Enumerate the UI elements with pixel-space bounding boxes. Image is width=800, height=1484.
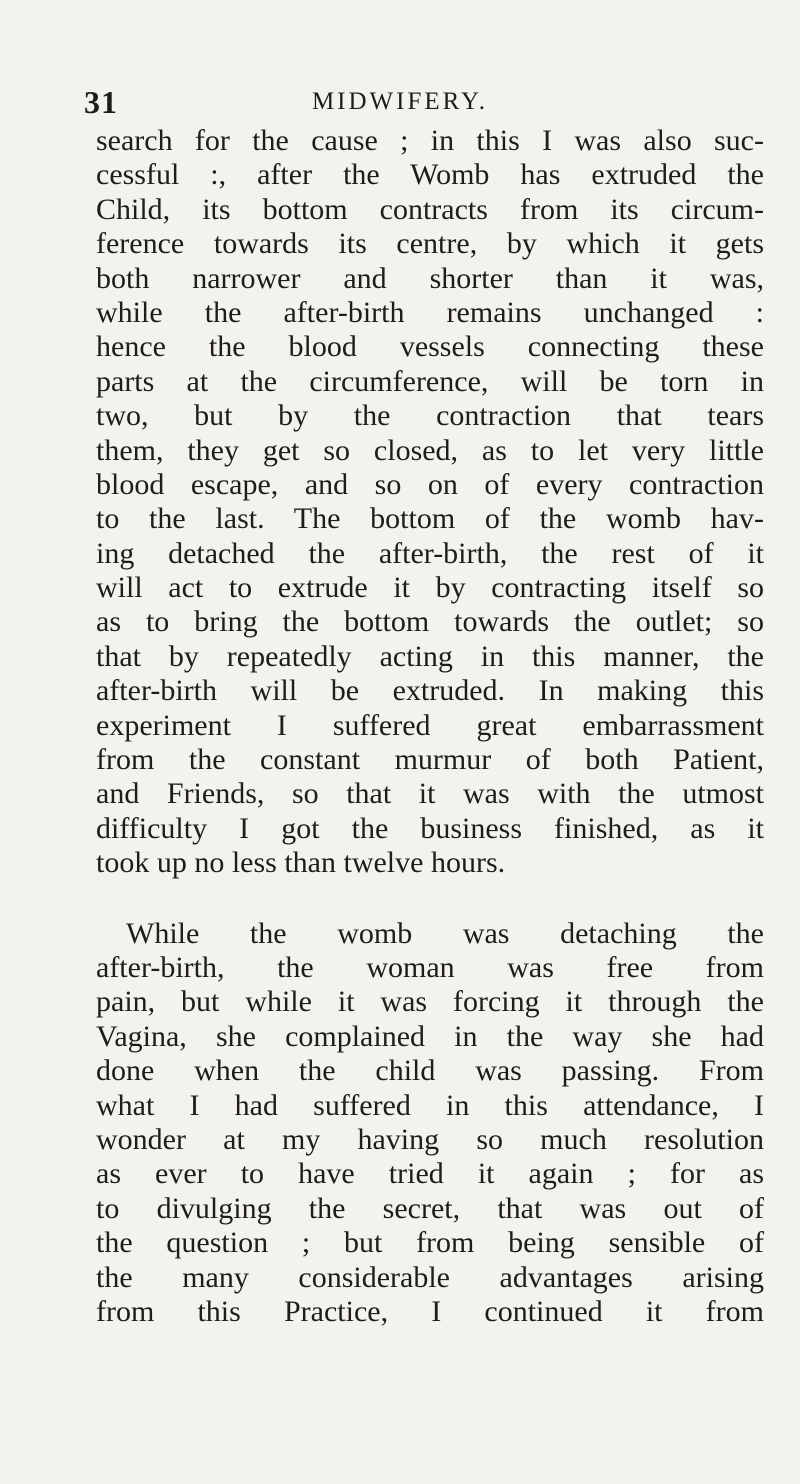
text-line: while the after-birth remains unchanged : (96, 295, 764, 329)
text-line: after-birth, the woman was free from (96, 950, 764, 984)
text-line: done when the child was passing. From (96, 1054, 764, 1088)
text-line: to divulging the secret, that was out of (96, 1191, 764, 1225)
text-line: wonder at my having so much resolution (96, 1122, 764, 1156)
text-line: blood escape, and so on of every contraction (96, 467, 764, 501)
text-line: Child, its bottom contracts from its circum- (96, 192, 764, 226)
text-line: from the constant murmur of both Patient, (96, 743, 764, 777)
running-head: MIDWIFERY. (311, 88, 489, 115)
text-line: ference towards its centre, by which it gets (96, 227, 764, 261)
text-line: as ever to have tried it again ; for as (96, 1157, 764, 1191)
body-text (96, 124, 764, 1329)
page-number: 31 (84, 84, 118, 120)
text-line: ing detached the after-birth, the rest of it (96, 536, 764, 570)
text-line: search for the cause ; in this I was also suc- (96, 124, 764, 157)
paragraph-1 (96, 124, 764, 881)
text-line: them, they get so closed, as to let very little (96, 433, 764, 467)
text-line: will act to extrude it by contracting itself so (96, 571, 764, 605)
text-line: to the last. The bottom of the womb hav- (96, 502, 764, 536)
text-line: as to bring the bottom towards the outlet; so (96, 605, 764, 639)
text-line: experiment I suffered great embarrassment (96, 708, 764, 742)
text-line: from this Practice, I continued it from (96, 1294, 764, 1328)
text-line: pain, but while it was forcing it through the (96, 985, 764, 1019)
paragraph-2 (96, 917, 764, 1330)
text-line: after-birth will be extruded. In making this (96, 674, 764, 708)
text-line: parts at the circumference, will be torn in (96, 364, 764, 398)
text-line: two, but by the contraction that tears (96, 399, 764, 433)
text-line: and Friends, so that it was with the utmost (96, 777, 764, 811)
text-line: cessful :, after the Womb has extruded the (96, 158, 764, 192)
text-line: took up no less than twelve hours. (96, 846, 506, 880)
text-line: the question ; but from being sensible of (96, 1226, 764, 1260)
text-line: While the womb was detaching the (126, 916, 764, 950)
text-line: hence the blood vessels connecting these (96, 330, 764, 364)
text-line: both narrower and shorter than it was, (96, 261, 764, 295)
text-line: that by repeatedly acting in this manner, the (96, 639, 764, 673)
text-line: what I had suffered in this attendance, I (96, 1088, 764, 1122)
text-line: Vagina, she complained in the way she had (96, 1019, 764, 1053)
page-header (0, 84, 800, 124)
text-line: difficulty I got the business finished, as it (96, 811, 764, 845)
text-line: the many considerable advantages arising (96, 1260, 764, 1294)
paragraph-gap (96, 881, 764, 917)
